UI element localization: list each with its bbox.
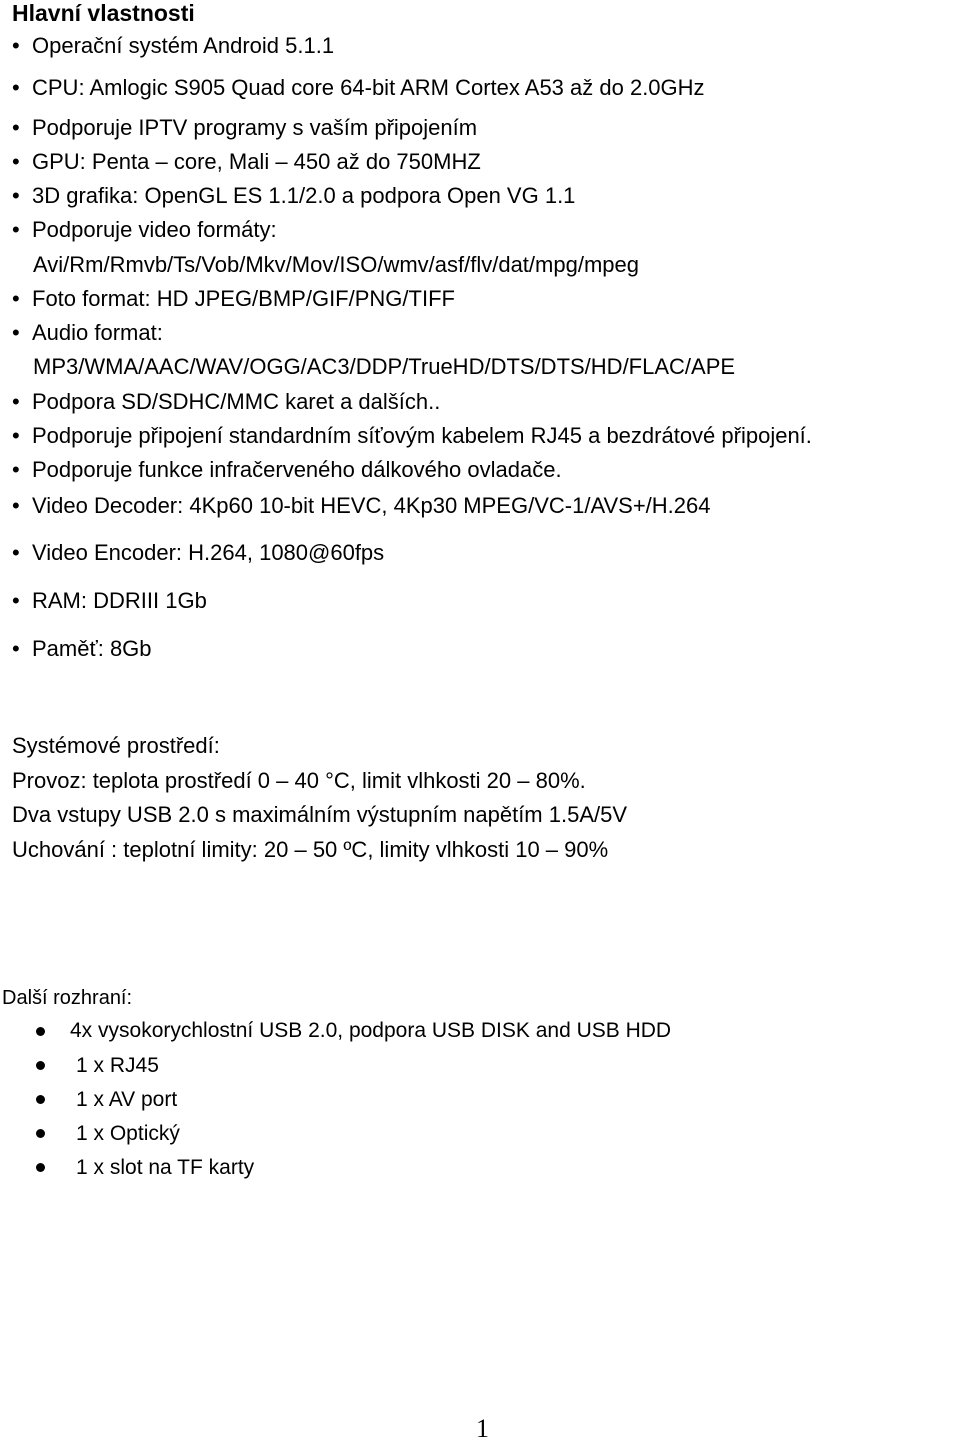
- bullet-icon: [36, 1027, 45, 1036]
- feature-item: [12, 636, 152, 662]
- feature-text: Operační systém Android 5.1.1: [32, 33, 335, 58]
- environment-line: Provoz: teplota prostředí 0 – 40 °C, limit vlhkosti 20 – 80%.: [12, 768, 586, 793]
- feature-text: Podporuje video formáty:: [32, 217, 277, 242]
- environment-line: Dva vstupy USB 2.0 s maximálním výstupním napětím 1.5A/5V: [12, 802, 628, 827]
- bullet-icon: •: [12, 149, 20, 174]
- environment-line: Uchování : teplotní limity: 20 – 50 ºC, limity vlhkosti 10 – 90%: [12, 837, 609, 862]
- feature-item: [12, 320, 163, 346]
- environment-title: Systémové prostředí:: [12, 733, 220, 758]
- feature-text: Foto format: HD JPEG/BMP/GIF/PNG/TIFF: [32, 286, 455, 311]
- feature-item: [12, 115, 477, 141]
- feature-item: [12, 75, 705, 101]
- feature-continuation: Avi/Rm/Rmvb/Ts/Vob/Mkv/Mov/ISO/wmv/asf/flv/dat/mpg/mpeg: [33, 252, 639, 277]
- interface-item: 1 x Optický: [76, 1122, 180, 1145]
- feature-item: [12, 588, 207, 614]
- feature-text: Paměť: 8Gb: [32, 636, 152, 661]
- bullet-icon: •: [12, 320, 20, 345]
- bullet-icon: •: [12, 493, 20, 518]
- bullet-icon: [36, 1163, 45, 1172]
- feature-item: [12, 286, 455, 312]
- bullet-icon: •: [12, 457, 20, 482]
- feature-item: [12, 389, 440, 415]
- feature-item: [12, 183, 575, 209]
- bullet-icon: •: [12, 636, 20, 661]
- bullet-icon: •: [12, 423, 20, 448]
- section-title-main-features: Hlavní vlastnosti: [12, 0, 195, 26]
- feature-item: [12, 457, 562, 483]
- feature-text: Podporuje připojení standardním síťovým kabelem RJ45 a bezdrátové připojení.: [32, 423, 812, 448]
- bullet-icon: •: [12, 183, 20, 208]
- feature-item: [12, 423, 812, 449]
- interfaces-title: Další rozhraní:: [2, 987, 133, 1009]
- bullet-icon: •: [12, 286, 20, 311]
- feature-item: [12, 493, 711, 519]
- bullet-icon: •: [12, 217, 20, 242]
- interface-item: 4x vysokorychlostní USB 2.0, podpora USB DISK and USB HDD: [70, 1019, 672, 1042]
- feature-text: Podporuje funkce infračerveného dálkového ovladače.: [32, 457, 562, 482]
- feature-item: [12, 149, 481, 175]
- feature-continuation: MP3/WMA/AAC/WAV/OGG/AC3/DDP/TrueHD/DTS/DTS/HD/FLAC/APE: [33, 354, 736, 379]
- bullet-icon: •: [12, 115, 20, 140]
- feature-text: RAM: DDRIII 1Gb: [32, 588, 207, 613]
- interface-item: 1 x AV port: [76, 1088, 178, 1111]
- feature-item: [12, 217, 277, 243]
- feature-text: GPU: Penta – core, Mali – 450 až do 750MHZ: [32, 149, 481, 174]
- feature-text: Video Encoder: H.264, 1080@60fps: [32, 540, 385, 565]
- bullet-icon: [36, 1095, 45, 1104]
- feature-text: 3D grafika: OpenGL ES 1.1/2.0 a podpora Open VG 1.1: [32, 183, 576, 208]
- bullet-icon: •: [12, 389, 20, 414]
- interface-item: 1 x RJ45: [76, 1054, 159, 1077]
- feature-text: Podporuje IPTV programy s vaším připojením: [32, 115, 478, 140]
- feature-text: Podpora SD/SDHC/MMC karet a dalších..: [32, 389, 441, 414]
- bullet-icon: [36, 1061, 45, 1070]
- bullet-icon: •: [12, 75, 20, 100]
- feature-text: CPU: Amlogic S905 Quad core 64-bit ARM Cortex A53 až do 2.0GHz: [32, 75, 705, 100]
- feature-item: [12, 540, 384, 566]
- feature-text: Video Decoder: 4Kp60 10-bit HEVC, 4Kp30 MPEG/VC-1/AVS+/H.264: [32, 493, 711, 518]
- feature-item: [12, 33, 334, 59]
- bullet-icon: •: [12, 588, 20, 613]
- bullet-icon: [36, 1129, 45, 1138]
- page-number: 1: [476, 1414, 489, 1443]
- interface-item: 1 x slot na TF karty: [76, 1156, 255, 1179]
- bullet-icon: •: [12, 33, 20, 58]
- feature-text: Audio format:: [32, 320, 163, 345]
- bullet-icon: •: [12, 540, 20, 565]
